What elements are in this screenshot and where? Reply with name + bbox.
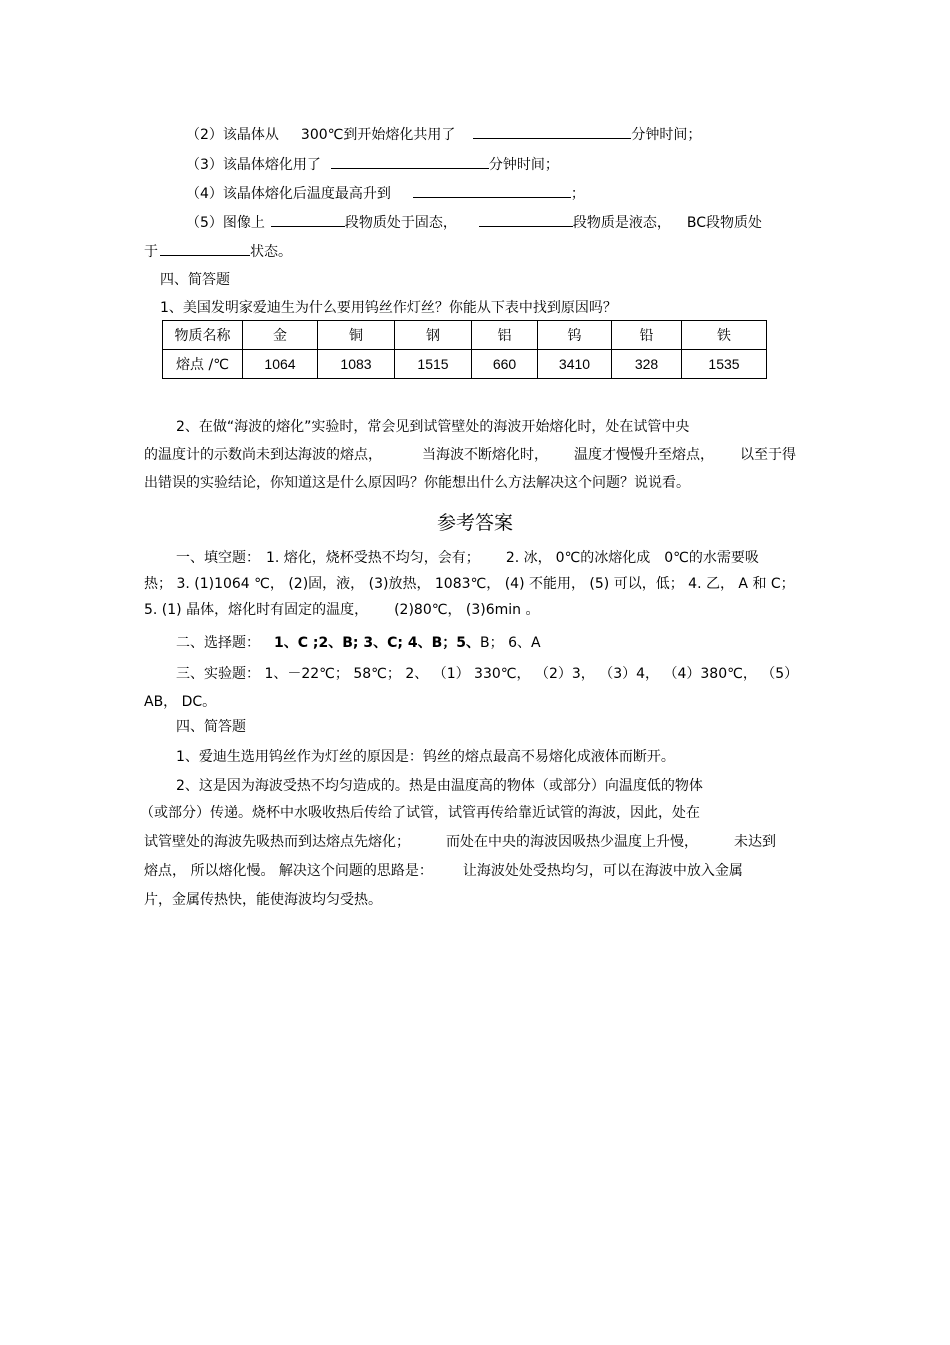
answer4-q2-line5: 片，金属传热快，能使海波均匀受热。	[144, 892, 382, 908]
a4-line3-c: 未达到	[734, 834, 776, 850]
answer4-q2-line1: 2、这是因为海波受热不均匀造成的。热是由温度高的物体（或部分）向温度低的物体	[176, 778, 703, 794]
table-header-cell: 铝	[472, 321, 538, 350]
q5-text-a: （5）图像上	[186, 215, 265, 231]
answer1-line2: 热； 3. (1)1064 ℃， (2)固，液， (3)放热， 1083℃， (4) 不能用， (5) 可以，低； 4. 乙， A 和 C；	[144, 576, 795, 592]
a4-line4-b: 让海波处处受热均匀，可以在海波中放入金属	[462, 863, 743, 879]
q5-text-c: 段物质是液态，	[572, 215, 671, 231]
a2-bold: 1、C ;2、B; 3、C; 4、B；5、	[274, 635, 481, 651]
a1-part-b: 1. 熔化，烧杯受热不均匀，会有；	[266, 550, 480, 566]
q2-text-b: 300℃到开始熔化共用了	[300, 127, 456, 143]
a1-line3-a: 5. (1) 晶体，熔化时有固定的温度，	[144, 602, 369, 618]
q4-text-b: ；	[570, 186, 585, 202]
a1-label: 一、填空题：	[176, 550, 260, 566]
table-header-row	[163, 321, 767, 350]
q2-line2-a: 的温度计的示数尚未到达海波的熔点，	[144, 447, 382, 463]
table-header-cell: 铁	[682, 321, 767, 350]
answer2	[176, 634, 541, 652]
question-4	[186, 183, 585, 203]
table-cell: 3410	[538, 350, 612, 379]
q5-blank-3[interactable]	[160, 241, 250, 256]
answers-title: 参考答案	[436, 512, 513, 534]
a4-line3-a: 试管壁处的海波先吸热而到达熔点先熔化；	[144, 834, 410, 850]
answer3-line1: 三、实验题： 1、－22℃； 58℃； 2、 （1） 330℃， （2）3， （3）4， （4）380℃， （5）	[176, 666, 799, 682]
table-header-cell: 铅	[612, 321, 682, 350]
section4-heading: 四、简答题	[160, 272, 230, 288]
q2-line2-b: 当海波不断熔化时，	[422, 447, 548, 463]
answer4-heading: 四、简答题	[176, 719, 246, 735]
table-header-cell: 金	[243, 321, 318, 350]
q2-text-c: 分钟时间；	[631, 127, 702, 143]
a4-line3-b: 而处在中央的海波因吸热少温度上升慢，	[446, 834, 698, 850]
q2-line2-c: 温度才慢慢升至熔点，	[574, 447, 714, 463]
q4-blank[interactable]	[413, 183, 571, 198]
q4-text-a: （4）该晶体熔化后温度最高升到	[186, 186, 391, 202]
q5-text-f: 状态。	[250, 244, 292, 260]
answer4-q2-line4	[144, 862, 743, 880]
table-row	[163, 350, 767, 379]
a1-part-d: 0℃的冰熔化成	[555, 550, 651, 566]
section4-q2-line1: 2、在做“海波的熔化”实验时，常会见到试管壁处的海波开始熔化时，处在试管中央	[176, 419, 690, 435]
table-cell: 660	[472, 350, 538, 379]
question-3	[186, 154, 559, 174]
table-row-label: 熔点 /℃	[163, 350, 243, 379]
q3-text-b: 分钟时间；	[488, 157, 559, 173]
a2-rest: B； 6、A	[480, 635, 541, 651]
a1-line3-b: (2)80℃， (3)6min 。	[394, 602, 540, 618]
section4-q2-line2	[144, 446, 796, 464]
question-5	[186, 212, 762, 232]
table-cell: 1083	[318, 350, 395, 379]
q5-text-b: 段物质处于固态，	[344, 215, 457, 231]
table-header-cell: 物质名称	[163, 321, 243, 350]
q5-text-d: BC段物质处	[686, 215, 763, 231]
a4-line4-a: 熔点， 所以熔化慢。 解决这个问题的思路是：	[144, 863, 433, 879]
section4-q2-line3: 出错误的实验结论，你知道这是什么原因吗？你能想出什么方法解决这个问题？说说看。	[144, 475, 690, 491]
a2-label: 二、选择题：	[176, 635, 260, 651]
q3-blank[interactable]	[331, 154, 489, 169]
table-cell: 328	[612, 350, 682, 379]
answer3-line2: AB， DC。	[144, 694, 217, 710]
table-cell: 1064	[243, 350, 318, 379]
answer1-line3	[144, 601, 540, 619]
answer1-line1	[176, 549, 759, 567]
question-2	[186, 124, 701, 144]
q2-line2-d: 以至于得	[740, 447, 796, 463]
q5-blank-1[interactable]	[271, 212, 345, 227]
table-header-cell: 钢	[395, 321, 472, 350]
melting-point-table	[162, 320, 767, 379]
question-5-cont	[144, 241, 292, 261]
q5-blank-2[interactable]	[479, 212, 573, 227]
q3-text-a: （3）该晶体熔化用了	[186, 157, 321, 173]
q2-text-a: （2）该晶体从	[186, 127, 279, 143]
answer4-q2-line3	[144, 833, 776, 851]
table-header-cell: 钨	[538, 321, 612, 350]
section4-q1: 1、美国发明家爱迪生为什么要用钨丝作灯丝？你能从下表中找到原因吗？	[160, 300, 617, 316]
answer4-q2-line2: （或部分）传递。烧杯中水吸收热后传给了试管，试管再传给靠近试管的海波，因此，处在	[140, 805, 700, 821]
q2-blank[interactable]	[473, 124, 631, 139]
a1-part-e: 0℃的水需要吸	[664, 550, 759, 566]
table-header-cell: 铜	[318, 321, 395, 350]
table-cell: 1515	[395, 350, 472, 379]
table-cell: 1535	[682, 350, 767, 379]
q5-text-e: 于	[144, 244, 158, 260]
a1-part-c: 2. 冰，	[505, 550, 552, 566]
answer4-q1: 1、爱迪生选用钨丝作为灯丝的原因是：钨丝的熔点最高不易熔化成液体而断开。	[176, 749, 675, 765]
